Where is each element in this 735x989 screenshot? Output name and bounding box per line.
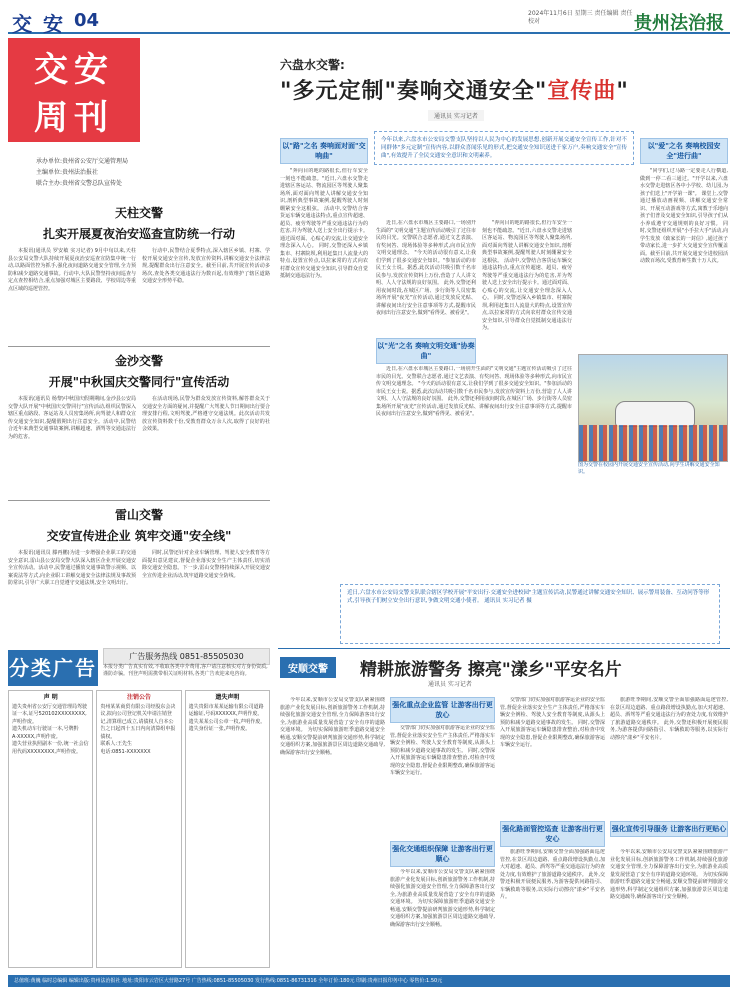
ad-item: 遗失机动车行驶证一本,号牌黔A·XXXXX,声明作废。 bbox=[12, 726, 79, 740]
article-kicker: 雷山交警 bbox=[114, 508, 163, 522]
feature-column-2b: 近日,在六盘水市城区主要路口,一场别开生面的"文明交通"主题宣传活动吸引了过往市民的目光。交警联合志愿者,通过文艺表演、有奖问答、现场体验等多种形式,向市民宣传文明交通理念。 "今天的活动很有意义,让我们学到了很多交通安全知识。"参加活动的市民王女士说。据悉,此次活动共吸引数千名市民参与,发放宣传资料上万份,营造了人人讲文明、人人守法规的良好氛围。 此外,交警还利用夜间时段,在城区广场、步行街等人员密集场所开展"夜光"宣传活动,通过发放反光贴、讲解夜间出行安全注意事项等方式,提醒市民夜间出行注意安全,做到"看得见、被看见"。 bbox=[376, 366, 572, 417]
lower-title: 精耕旅游警务 擦亮"漾乡"平安名片 bbox=[360, 660, 622, 680]
lower-column-2: 交警部门切实加强对旅游客运企业的安全监管,督促企业落实安全生产主体责任,严格落实车辆安全例检、驾驶人安全教育等制度,从源头上预防和减少道路交通事故的发生。 同时,交警深入开展旅游客运车辆隐患排查整治,对检查中发现的安全隐患,督促企业限期整改,确保旅游客运车辆安全运行。 bbox=[390, 725, 495, 776]
logo-line-2: 周刊 bbox=[34, 98, 114, 138]
ad-item: 遗失某某公司公章一枚,声明作废。 bbox=[188, 718, 266, 725]
article-kicker: 金沙交警 bbox=[114, 354, 163, 368]
main-feature bbox=[278, 38, 730, 638]
lower-subhead-3: 强化宣传引导服务 让游客出行更贴心 bbox=[610, 821, 728, 837]
ad-column-title: 注销公告 bbox=[126, 694, 151, 701]
page-footer: 总值班:黄巍 临时总编辑 编辑出版:贵州法治报社 地址:贵阳市云岩区大营路27号 广告热线:0851-85505030 发行热线:0851-86731316 全年订价:180元 印刷:贵州日报印务中心 零售价:1.50元 bbox=[8, 975, 730, 987]
article-paragraph: 本报讯(通讯员 滕再鹏)为进一步增强企业职工的交通安全意识,雷山县公安局交警大队深入辖区企业开展交通安全宣传活动。活动中,民警通过播放交通事故警示视频、以案说法等方式,向企业职工讲解交通安全法律法规及事故预防常识,引导广大职工自觉遵守交通法规,安全文明出行。 bbox=[8, 550, 136, 586]
lower-subhead-0: 强化交通组织保障 让游客出行更顺心 bbox=[390, 841, 495, 867]
feature-column-4: "同学们,过马路一定要走人行横道,做到一停二看三通过。"开学以来,六盘水交警走进辖区各中小学校、幼儿园,为孩子们送上"开学第一课"。 课堂上,交警通过播放动画视频、讲解交通安全常识、开展互动游戏等方式,寓教于乐地向孩子们普及交通安全知识,引导孩子们从小养成遵守交通规则的良好习惯。 同时,交警还组织开展"小手拉大手"活动,向学生发放《致家长的一封信》,通过孩子带动家长,进一步扩大交通安全宣传覆盖面。截至目前,共开展交通安全进校园活动数百场次,受教育师生数十万人次。 bbox=[640, 168, 728, 264]
article-jinsha bbox=[8, 352, 270, 441]
article-title: 交安宣传进企业 筑牢交通"安全线" bbox=[46, 529, 232, 543]
article-paragraph: 行动中,民警结合夏季特点,深入辖区乡镇、村寨、学校开展交通安全宣传,发放宣传资料,讲解交通安全法律法规,提醒群众出行注意安全。截至目前,共开展宣传活动多场次,查处各类交通违法行为数百起,有效维护了辖区道路交通安全形势平稳。 bbox=[142, 248, 270, 284]
section-number: 04 bbox=[74, 10, 100, 31]
ad-item: 贵州某某商贸有限公司经股东会决议,拟向公司登记机关申请注销登记,清算组已成立,请债权人自本公告之日起四十五日内向清算组申报债权。 bbox=[100, 703, 176, 740]
masthead bbox=[8, 6, 730, 34]
feature-column-1: "奔向目的地的路很长,但行车安全一刻也不能疏忽。"近日,六盘水交警走进辖区客运站、物流园区等驾驶人聚集场所,面对面向驾驶人讲解交通安全知识,剖析典型事故案例,提醒驾驶人时刻绷紧安全这根弦。 活动中,交警结合客货运车辆交通违法特点,重点宣传超速、超员、疲劳驾驶等严重交通违法行为的危害,并为驾驶人送上安全出行提示卡。通过面对面、心贴心的交流,让交通安全理念深入人心。 同时,交警还深入乡镇集市、村寨院坝,利用赶集日人流量大的特点,设置宣传点,以拉家常的方式向农村群众宣传交通安全知识,引导群众自觉抵制交通违法行为。 bbox=[280, 168, 368, 279]
lower-column-3b: 旅游旺季期间,安顺交警全面加强路面巡逻管控,在景区周边道路、重点路段增设执勤点,加大对超速、超员、酒驾等严重交通违法行为的查处力度,有效维护了旅游道路交通秩序。 此外,交警还积极开展便民服务,为游客提供问路指引、车辆救助等服务,以实际行动擦亮"漾乡"平安名片。 bbox=[500, 849, 605, 900]
issue-date: 2024年11月6日 星期三 责任编辑 责任校对 bbox=[528, 10, 633, 25]
article-title: 开展"中秋国庆交警同行"宣传活动 bbox=[48, 375, 230, 389]
article-tianzhu bbox=[8, 204, 270, 293]
lower-column-2b: 今年以来,安顺市公安局交警支队紧紧围绕旅游产业化发展目标,创新旅游警务工作机制,持续强化旅游交通安全管理,全力保障游客出行安全,为旅游业高质量发展营造了安全有序的道路交通环境。 为切实保障旅游旺季道路交通安全畅通,安顺交警提前研判旅游交通形势,科学制定交通组织方案,加强旅游景区周边道路交通疏导,确保游客出行安全顺畅。 bbox=[390, 869, 495, 928]
headline-pre: "多元定制"奏响交通安全" bbox=[280, 78, 548, 104]
lower-byline: 通讯员 实习记者 bbox=[428, 681, 472, 688]
ad-column bbox=[96, 690, 181, 968]
ad-column bbox=[185, 690, 270, 968]
logo-line-1: 交安 bbox=[34, 50, 114, 90]
subhead-light: 以"光"之名 奏响文明交通"协奏曲" bbox=[376, 338, 476, 364]
article-paragraph: 本报讯(通讯员 罗安敏 实习记者) 9月中旬以来,天柱县公安局交警大队持续开展夏夜治安巡查宣防集中统一行动,以路面管控为抓手,强化夜间道路交通安全管理,全力预防和减少道路交通事故。行动中,大队民警坚持夜间巡查与定点查控相结合,重点加强对城区主要路段、学校周边等重点区域的巡逻管控。 bbox=[8, 248, 136, 292]
lower-column-4b: 今年以来,安顺市公安局交警支队紧紧围绕旅游产业化发展目标,创新旅游警务工作机制,持续强化旅游交通安全管理,全力保障游客出行安全,为旅游业高质量发展营造了安全有序的道路交通环境。 为切实保障旅游旺季道路交通安全畅通,安顺交警提前研判旅游交通形势,科学制定交通组织方案,加强旅游景区周边道路交通疏导,确保游客出行安全顺畅。 bbox=[610, 849, 728, 900]
section-logo bbox=[8, 38, 140, 142]
subhead-road: 以"路"之名 奏响面对面"交响曲" bbox=[280, 138, 368, 164]
classified-badge: 分类广告 bbox=[8, 650, 98, 686]
article-kicker: 天柱交警 bbox=[114, 206, 163, 220]
ad-item: 遗失身份证一张,声明作废。 bbox=[188, 726, 251, 732]
ad-grid bbox=[8, 690, 270, 968]
ad-column-title: 声 明 bbox=[43, 694, 58, 701]
article-paragraph: 在活动现场,民警为群众发放宣传资料,解答群众关于交通安全方面的疑问,并提醒广大驾驶人节日期间出行要合理安排行程,文明驾驶,严格遵守交通法规。此次活动共发放宣传资料数千份,受教育群众万余人次,取得了良好的社会效果。 bbox=[142, 396, 270, 432]
divider bbox=[8, 500, 270, 501]
ad-item: 遗失营业执照副本一份,统一社会信用代码XXXXXXXX,声明作废。 bbox=[12, 741, 89, 755]
ad-hotline: 广告服务热线 0851-85505030 bbox=[103, 648, 270, 665]
lower-subhead-2: 强化路面管控巡查 让游客出行更安心 bbox=[500, 821, 605, 847]
subhead-love: 以"爱"之名 奏响校园安全"进行曲" bbox=[640, 138, 728, 164]
students-crowd-shape bbox=[579, 425, 728, 462]
lower-feature bbox=[278, 648, 730, 972]
ad-item: 联系人:王先生 bbox=[100, 741, 133, 747]
feature-lead: 今年以来,六盘水市公安局交警支队坚持以人民为中心的发展思想,创新开展交通安全宣传工作,针对不同群体"多元定制"宣传内容,以群众喜闻乐见的形式,把交通安全知识送进千家万户,奏响交通安全"宣传曲",有效提升了全民交通安全意识和文明素养。 bbox=[374, 131, 634, 165]
feature-photo bbox=[578, 354, 728, 462]
police-car-shape bbox=[615, 401, 695, 427]
feature-kicker: 六盘水交警: bbox=[280, 58, 345, 72]
feature-byline: 通讯员 实习记者 bbox=[428, 110, 484, 121]
lower-tag: 安顺交警 bbox=[280, 657, 336, 678]
classified-ads bbox=[8, 648, 270, 972]
section-name: 交 安 bbox=[12, 12, 65, 36]
feature-headline bbox=[280, 74, 629, 105]
ad-item: 遗失贵州省公安厅交通管理局驾驶证一本,证号520102XXXXXXXX,声明作废。 bbox=[12, 703, 88, 725]
article-paragraph: 本报讯(通讯员 杨黎)中秋国庆假期期间,金沙县公安局交警大队开展"中秋国庆交警同行"宣传活动,组织民警深入辖区重点路段、客运站及人员密集场所,向驾驶人和群众宣传交通安全知识,提醒假期出行注意安全。活动中,民警结合近年来典型交通事故案例,讲解超速、酒驾等交通违法行为的危害。 bbox=[8, 396, 136, 440]
credit-line: 承办单位:贵州省公安厅交通管理局 bbox=[36, 158, 129, 165]
ad-item: 电话:0851-XXXXXXX bbox=[100, 748, 151, 755]
credit-line: 联合主办:贵州省交警总队宣传处 bbox=[36, 180, 123, 187]
ad-notice: 本报分类广告真实有效,不收取各类中介费用,客户请注意核实对方身份资质,谨防诈骗。刊登声明需携带相关证明材料,各类广告欢迎来电咨询。 bbox=[103, 664, 268, 677]
left-column bbox=[8, 38, 270, 638]
feature-column-3a: "奔向目的地的路很长,但行车安全一刻也不能疏忽。"近日,六盘水交警走进辖区客运站、物流园区等驾驶人聚集场所,面对面向驾驶人讲解交通安全知识,剖析典型事故案例,提醒驾驶人时刻绷紧安全这根弦。 活动中,交警结合客货运车辆交通违法特点,重点宣传超速、超员、疲劳驾驶等严重交通违法行为的危害,并为驾驶人送上安全出行提示卡。通过面对面、心贴心的交流,让交通安全理念深入人心。 同时,交警还深入乡镇集市、村寨院坝,利用赶集日人流量大的特点,设置宣传点,以拉家常的方式向农村群众宣传交通安全知识,引导群众自觉抵制交通违法行为。 bbox=[482, 220, 572, 331]
divider bbox=[8, 346, 270, 347]
ad-item: 遗失贵阳市某某运输有限公司道路运输证,号码XXXXXX,声明作废。 bbox=[188, 703, 264, 717]
lower-column-1: 今年以来,安顺市公安局交警支队紧紧围绕旅游产业化发展目标,创新旅游警务工作机制,持续强化旅游交通安全管理,全力保障游客出行安全,为旅游业高质量发展营造了安全有序的道路交通环境。 为切实保障旅游旺季道路交通安全畅通,安顺交警提前研判旅游交通形势,科学制定交通组织方案,加强旅游景区周边道路交通疏导,确保游客出行安全顺畅。 bbox=[280, 697, 385, 756]
article-title: 扎实开展夏夜治安巡查宣防统一行动 bbox=[42, 227, 235, 241]
photo-caption: 图为交警在校园内开展交通安全宣传活动,向学生讲解交通安全知识。 bbox=[578, 462, 720, 475]
lower-column-3: 交警部门切实加强对旅游客运企业的安全监管,督促企业落实安全生产主体责任,严格落实车辆安全例检、驾驶人安全教育等制度,从源头上预防和减少道路交通事故的发生。 同时,交警深入开展旅游客运车辆隐患排查整治,对检查中发现的安全隐患,督促企业限期整改,确保旅游客运车辆安全运行。 bbox=[500, 697, 605, 748]
article-leishan bbox=[8, 506, 270, 588]
lower-subhead-1: 强化重点企业监管 让游客出行更放心 bbox=[390, 697, 495, 723]
ad-column-title: 遗失声明 bbox=[215, 694, 240, 701]
newspaper-brand: 贵州法治报 bbox=[634, 13, 724, 34]
lower-column-4: 旅游旺季期间,安顺交警全面加强路面巡逻管控,在景区周边道路、重点路段增设执勤点,加大对超速、超员、酒驾等严重交通违法行为的查处力度,有效维护了旅游道路交通秩序。 此外,交警还积极开展便民服务,为游客提供问路指引、车辆救助等服务,以实际行动擦亮"漾乡"平安名片。 bbox=[610, 697, 728, 741]
credits-block bbox=[8, 156, 270, 189]
feature-column-2: 近日,在六盘水市城区主要路口,一场别开生面的"文明交通"主题宣传活动吸引了过往市民的目光。交警联合志愿者,通过文艺表演、有奖问答、现场体验等多种形式,向市民宣传文明交通理念。 "今天的活动很有意义,让我们学到了很多交通安全知识。"参加活动的市民王女士说。据悉,此次活动共吸引数千名市民参与,发放宣传资料上万份,营造了人人讲文明、人人守法规的良好氛围。 此外,交警还利用夜间时段,在城区广场、步行街等人员密集场所开展"夜光"宣传活动,通过发放反光贴、讲解夜间出行安全注意事项等方式,提醒市民夜间出行注意安全,做到"看得见、被看见"。 bbox=[376, 220, 476, 316]
headline-highlight: 宣传曲 bbox=[547, 78, 617, 104]
credit-line: 主编单位:贵州法治报社 bbox=[36, 169, 99, 176]
article-paragraph: 同时,民警还针对企业车辆管理、驾驶人安全教育等方面提出意见建议,督促企业落实安全生产主体责任,切实消除交通安全隐患。下一步,雷山交警将持续深入开展交通安全宣传进企业活动,筑牢道路交通安全防线。 bbox=[142, 550, 270, 579]
photo-large-caption: 近日,六盘水市公安局交警支队联合辖区学校开展"平安出行·交通安全进校园"主题宣传活动,民警通过讲解交通安全知识、展示警用装备、互动问答等形式,引导孩子们树立安全出行意识,争做文明交通小使者。 通讯员 实习记者 摄 bbox=[340, 584, 720, 644]
headline-post: " bbox=[616, 78, 629, 104]
ad-column bbox=[8, 690, 93, 968]
